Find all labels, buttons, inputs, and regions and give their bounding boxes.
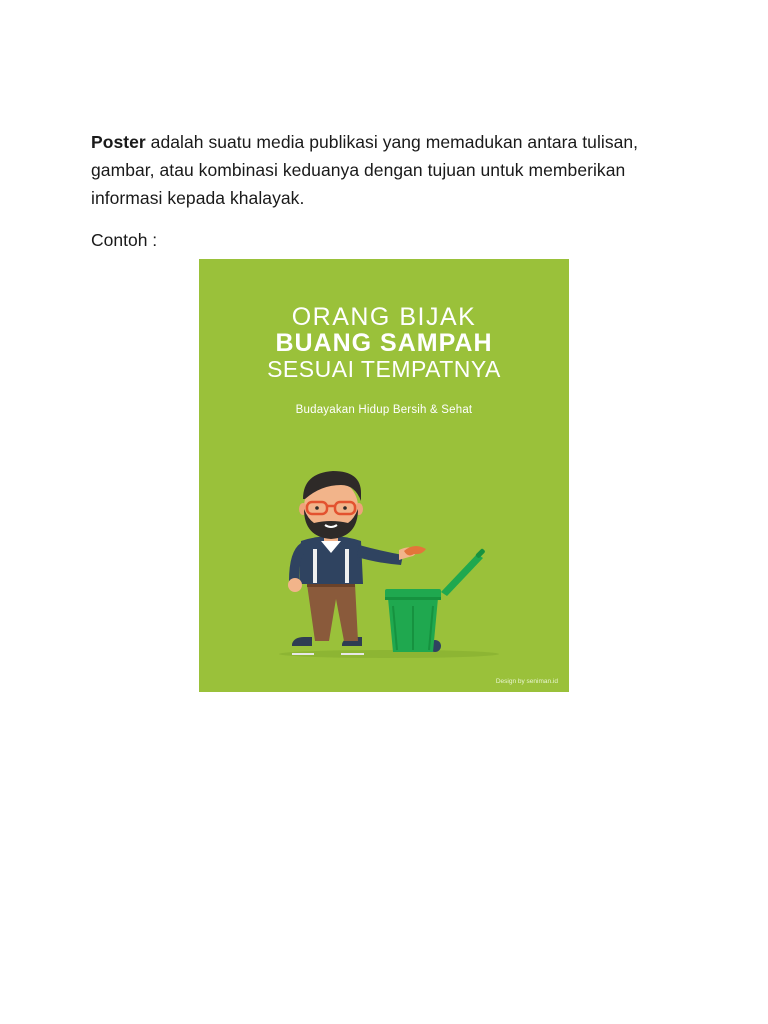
intro-line-1 <box>91 128 691 156</box>
intro-line-2: gambar, atau kombinasi keduanya dengan tujuan untuk memberikan <box>91 160 626 180</box>
intro-line-3: informasi kepada khalayak. <box>91 188 305 208</box>
intro-paragraph <box>91 128 691 212</box>
poster-image <box>199 259 569 692</box>
poster-title-line-1: ORANG BIJAK <box>291 303 477 331</box>
poster-illustration <box>199 259 569 692</box>
intro-bold-term: Poster <box>91 132 146 152</box>
poster-title-line-3: SESUAI TEMPATNYA <box>267 356 501 382</box>
poster-title-line-2: BUANG SAMPAH <box>275 329 493 357</box>
poster-subtitle: Budayakan Hidup Bersih & Sehat <box>295 404 473 416</box>
example-label: Contoh : <box>91 230 158 250</box>
poster-credit: Design by seniman.id <box>495 678 558 685</box>
intro-line-1-rest: adalah suatu media publikasi yang memadukan antara tulisan, <box>145 132 639 152</box>
